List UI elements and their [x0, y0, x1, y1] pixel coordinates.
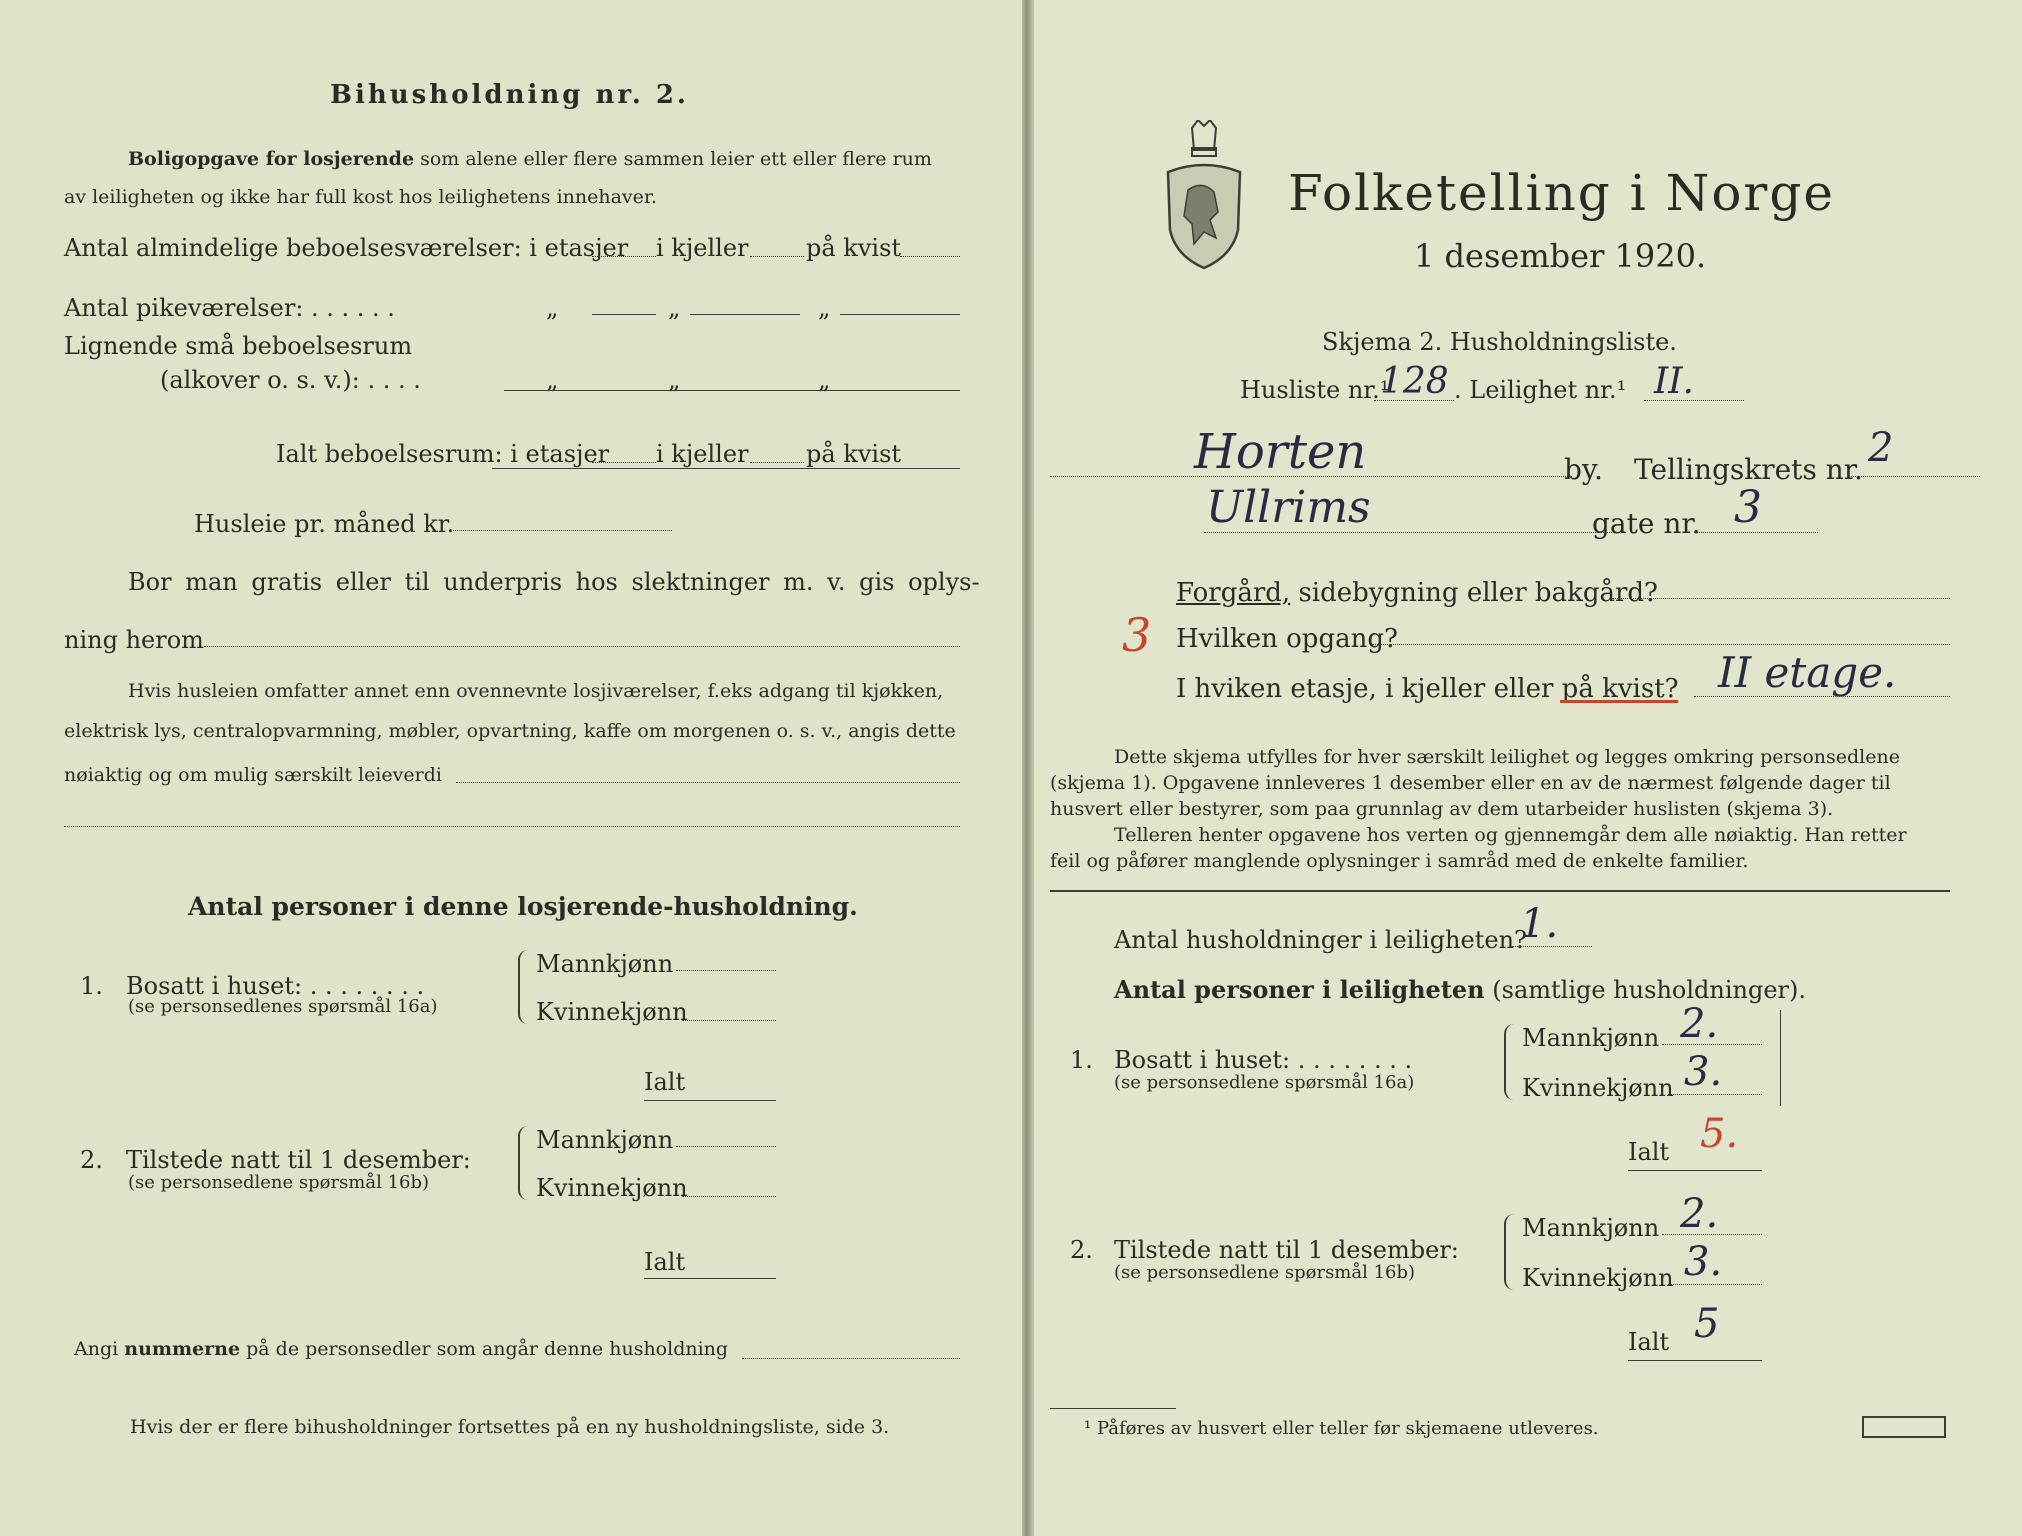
rooms-kjeller-label: i kjeller — [656, 234, 749, 262]
hvis-field — [456, 782, 960, 783]
q2-label: Tilstede natt til 1 desember: — [126, 1146, 471, 1174]
ialt-rooms-underline — [492, 468, 960, 469]
q2-kvinne-field — [682, 1196, 776, 1197]
angi-bold: nummerne — [124, 1338, 241, 1360]
krets-label: Tellingskrets nr. — [1634, 453, 1863, 486]
q1-kvinne-field — [682, 1020, 776, 1021]
bor-field — [204, 646, 960, 647]
opgang-field — [1372, 644, 1950, 645]
ialt-kvist-label: på kvist — [806, 440, 902, 468]
r-q2-kvinne-label: Kvinnekjønn — [1522, 1264, 1674, 1292]
krets-field — [1848, 476, 1980, 477]
q1-num: 1. — [80, 972, 103, 1000]
hvis-line1: Hvis husleien omfatter annet enn ovennevnte losjiværelser, f.eks adgang til kjøkken, — [128, 680, 944, 702]
bihusholdning-title: Bihusholdning nr. 2. — [330, 80, 689, 110]
pike-ditto-1: „ — [546, 294, 559, 322]
page-fold — [1022, 0, 1034, 1536]
skjema-label: Skjema 2. Husholdningsliste. — [1322, 328, 1677, 356]
telleren-line1: Telleren henter opgavene hos verten og gjennemgår dem alle nøiaktig. Han retter — [1114, 824, 1907, 846]
left-footer: Hvis der er flere bihusholdninger fortsettes på en ny husholdningsliste, side 3. — [130, 1416, 890, 1438]
q1-ialt-label: Ialt — [644, 1068, 686, 1096]
r-q1-mann-value: 2. — [1680, 1001, 1719, 1047]
coat-of-arms-icon — [1162, 120, 1246, 270]
leilighet-label: . Leilighet nr.¹ — [1454, 376, 1627, 404]
lignende-field — [504, 390, 960, 391]
census-title: Folketelling i Norge — [1288, 164, 1835, 222]
bor-line1: Bor man gratis eller til underpris hos slektninger m. v. gis oplys- — [128, 568, 980, 596]
lignende-label-2: (alkover o. s. v.): . . . . — [160, 366, 421, 394]
r-q2-kvinne-value: 3. — [1684, 1239, 1723, 1285]
q2-kvinne-label: Kvinnekjønn — [536, 1174, 688, 1202]
r-q2-mann-label: Mannkjønn — [1522, 1214, 1660, 1242]
antal-heading: Antal personer i denne losjerende-husholdning. — [188, 892, 858, 921]
telleren-line2: feil og påfører manglende oplysninger i samråd med de enkelte familier. — [1050, 850, 1749, 872]
forgaard-field — [1612, 598, 1950, 599]
q2-mann-label: Mannkjønn — [536, 1126, 674, 1154]
footnote: ¹ Påføres av husvert eller teller før skjemaene utleveres. — [1084, 1418, 1599, 1439]
street-field — [1204, 532, 1626, 533]
r-q1-kvinne-field — [1668, 1094, 1762, 1095]
divider — [1050, 890, 1950, 892]
bor-line2: ning herom — [64, 626, 204, 654]
hvis-line2: elektrisk lys, centralopvarmning, møbler, opvartning, kaffe om morgenen o. s. v., angis dette — [64, 720, 956, 742]
rooms-kvist-label: på kvist — [806, 234, 902, 262]
dette-line1: Dette skjema utfylles for hver særskilt leilighet og legges omkring personsedlene — [1114, 746, 1900, 768]
lignende-ditto-2: „ — [668, 366, 681, 394]
husleie-field — [450, 530, 672, 531]
ialt-etasjer-field — [592, 462, 656, 463]
angi-rest: på de personsedler som angår denne husholdning — [246, 1338, 729, 1360]
hush-field — [1512, 946, 1592, 947]
etasje-label: I hviken etasje, i kjeller eller på kvist? — [1176, 674, 1679, 704]
rooms-label: Antal almindelige beboelsesværelser: i etasjer — [64, 234, 629, 262]
city-value: Horten — [1194, 424, 1367, 480]
ialt-kjeller-label: i kjeller — [656, 440, 749, 468]
etasje-red-underline — [1560, 700, 1678, 703]
hvis-extra-line — [64, 826, 960, 827]
q1-mann-label: Mannkjønn — [536, 950, 674, 978]
gate-field — [1694, 532, 1818, 533]
q2-ialt-field — [644, 1278, 776, 1279]
intro-rest: som alene eller flere sammen leier ett eller flere rum — [420, 148, 932, 170]
r-q2-mann-field — [1662, 1234, 1762, 1235]
r-q1-kvinne-label: Kvinnekjønn — [1522, 1074, 1674, 1102]
pike-ditto-3: „ — [818, 294, 831, 322]
ialt-kjeller-field — [750, 462, 804, 463]
q1-label: Bosatt i huset: . . . . . . . . — [126, 972, 425, 1000]
right-page — [1034, 0, 2022, 1536]
street-value: Ullrims — [1206, 482, 1371, 533]
gate-label: gate nr. — [1592, 507, 1701, 540]
angi-pre: Angi — [74, 1338, 119, 1360]
etasje-field — [1694, 696, 1950, 697]
forgaard-label: Forgård, — [1176, 578, 1291, 608]
q2-mann-field — [676, 1146, 776, 1147]
r-q2-brace — [1504, 1214, 1516, 1290]
q2-num: 2. — [80, 1146, 103, 1174]
r-q1-label: Bosatt i huset: . . . . . . . . — [1114, 1046, 1413, 1074]
angi-field — [742, 1358, 960, 1359]
husliste-field — [1374, 400, 1454, 401]
pike-field-2 — [690, 314, 800, 315]
husliste-label: Husliste nr.¹ — [1240, 376, 1390, 404]
r-q1-kvinne-value: 3. — [1684, 1049, 1723, 1095]
opgang-mark: 3 — [1122, 608, 1152, 662]
r-q1-mann-field — [1662, 1044, 1762, 1045]
r-q1-margin-stroke — [1780, 1010, 1781, 1106]
r-q2-ialt-value: 5 — [1694, 1301, 1720, 1347]
r-q1-mann-label: Mannkjønn — [1522, 1024, 1660, 1052]
printer-stamp — [1862, 1416, 1946, 1438]
q2-sub: (se personsedlene spørsmål 16b) — [128, 1172, 430, 1193]
q2-brace — [518, 1126, 530, 1200]
intro-line2: av leiligheten og ikke har full kost hos leilighetens innehaver. — [64, 186, 657, 208]
intro-bold: Boligopgave for losjerende — [128, 148, 415, 170]
by-label: by. — [1564, 453, 1603, 486]
q1-ialt-field — [644, 1100, 776, 1101]
r-q1-ialt-label: Ialt — [1628, 1138, 1670, 1166]
etasje-value: II etage. — [1718, 648, 1897, 697]
r-q2-sub: (se personsedlene spørsmål 16b) — [1114, 1262, 1416, 1283]
pike-field-3 — [840, 314, 960, 315]
q1-brace — [518, 950, 530, 1024]
antal-bold: Antal personer i leiligheten — [1114, 975, 1485, 1004]
q1-kvinne-label: Kvinnekjønn — [536, 998, 688, 1026]
r-q2-mann-value: 2. — [1680, 1191, 1719, 1237]
footnote-rule — [1050, 1408, 1176, 1409]
q1-mann-field — [676, 970, 776, 971]
r-q2-label: Tilstede natt til 1 desember: — [1114, 1236, 1459, 1264]
lignende-ditto-3: „ — [818, 366, 831, 394]
r-q1-num: 1. — [1070, 1046, 1093, 1074]
hush-value: 1. — [1520, 901, 1559, 947]
dette-line3: husvert eller bestyrer, som paa grunnlag av dem utarbeider huslisten (skjema 3). — [1050, 798, 1834, 820]
census-date: 1 desember 1920. — [1414, 237, 1707, 275]
r-q2-ialt-label: Ialt — [1628, 1328, 1670, 1356]
husliste-value: 128 — [1380, 361, 1449, 402]
antal-rest: (samtlige husholdninger). — [1492, 976, 1807, 1004]
opgang-label: Hvilken opgang? — [1176, 624, 1398, 654]
q2-ialt-label: Ialt — [644, 1248, 686, 1276]
rooms-etasjer-field — [592, 256, 656, 257]
hush-label: Antal husholdninger i leiligheten? — [1114, 926, 1527, 954]
husleie-label: Husleie pr. måned kr. — [194, 510, 455, 538]
r-q1-sub: (se personsedlene spørsmål 16a) — [1114, 1072, 1415, 1093]
r-q1-ialt-field — [1628, 1170, 1762, 1171]
r-q2-num: 2. — [1070, 1236, 1093, 1264]
pike-field-1 — [592, 314, 656, 315]
r-q2-kvinne-field — [1668, 1284, 1762, 1285]
q1-sub: (se personsedlenes spørsmål 16a) — [128, 996, 438, 1017]
city-field — [1050, 476, 1572, 477]
rooms-kvist-field — [900, 256, 960, 257]
forgaard-rest: sidebygning eller bakgård? — [1298, 578, 1658, 608]
krets-value: 2 — [1868, 425, 1894, 471]
lignende-label-1: Lignende små beboelsesrum — [64, 332, 413, 360]
hvis-line3: nøiaktig og om mulig særskilt leieverdi — [64, 764, 442, 786]
ialt-rooms-label: Ialt beboelsesrum: i etasjer — [276, 440, 610, 468]
gate-value: 3 — [1734, 482, 1762, 533]
pike-label: Antal pikeværelser: . . . . . . — [64, 294, 395, 322]
dette-line2: (skjema 1). Opgavene innleveres 1 desember eller en av de nærmest følgende dager til — [1050, 772, 1891, 794]
r-q1-brace — [1504, 1024, 1516, 1100]
r-q2-ialt-field — [1628, 1360, 1762, 1361]
pike-ditto-2: „ — [668, 294, 681, 322]
lignende-ditto-1: „ — [546, 366, 559, 394]
rooms-kjeller-field — [750, 256, 804, 257]
leilighet-field — [1644, 400, 1744, 401]
leilighet-value: II. — [1654, 361, 1694, 402]
r-q1-ialt-value: 5. — [1700, 1111, 1739, 1157]
